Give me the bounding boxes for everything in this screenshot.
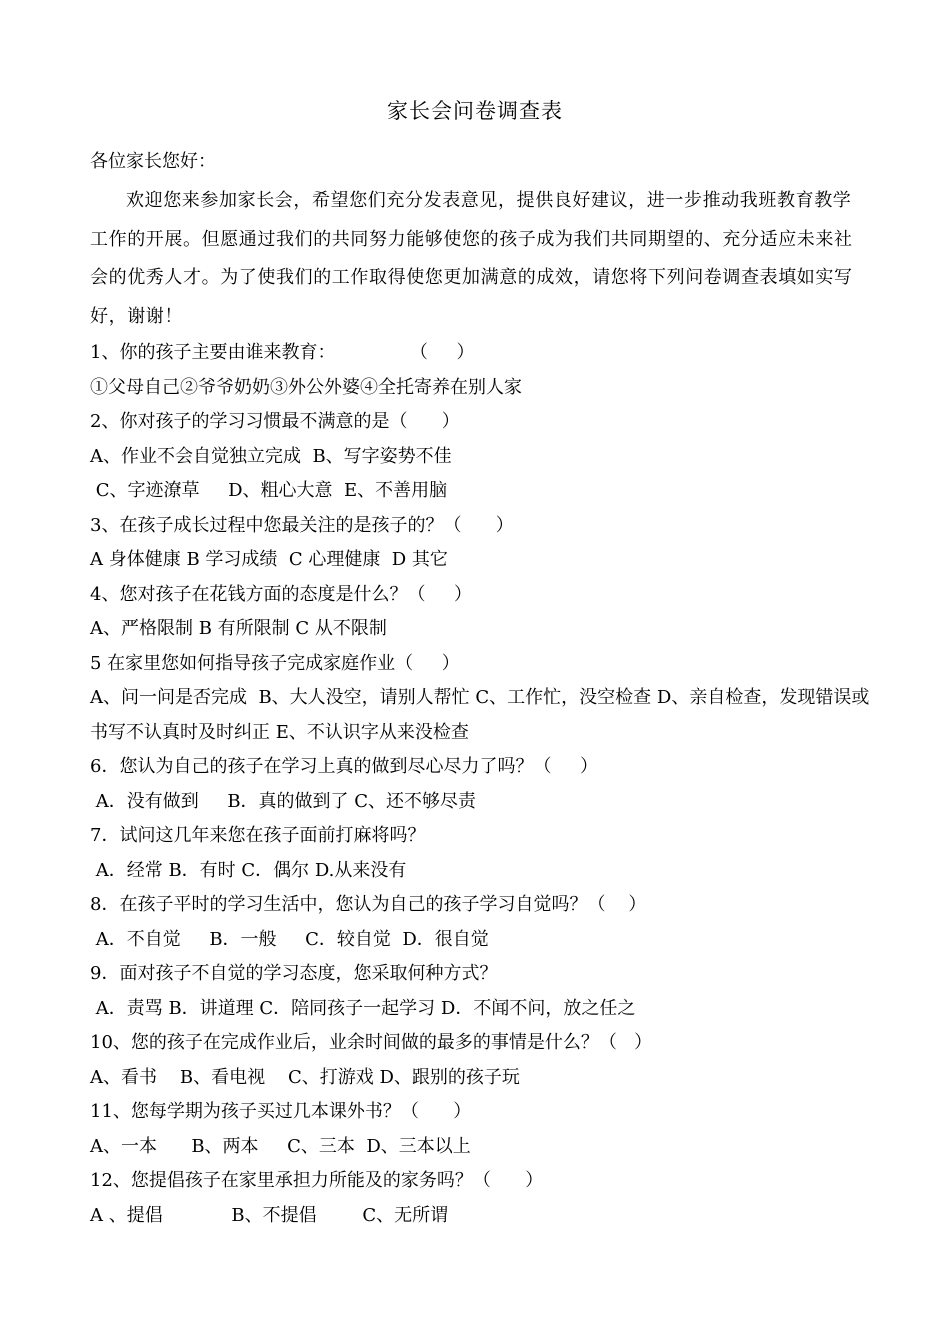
question-9: 9．面对孩子不自觉的学习态度，您采取何种方式？: [90, 963, 498, 984]
question-3: 3、在孩子成长过程中您最关注的是孩子的？（ ）: [90, 514, 514, 536]
question-1: 1、你的孩子主要由谁来教育： （ ）: [90, 342, 475, 363]
question-4-options: A、严格限制 B 有所限制 C 从不限制: [90, 618, 387, 639]
question-12-options: A 、提倡 B、不提倡 C、无所谓: [90, 1204, 449, 1226]
question-5-options-line-2: 书写不认真时及时纠正 E、不认识字从来没检查: [90, 721, 469, 743]
question-7-options: A．经常 B．有时 C．偶尔 D.从来没有: [90, 859, 407, 881]
question-6-options: A．没有做到 B．真的做到了 C、还不够尽责: [90, 790, 477, 812]
greeting: 各位家长您好：: [90, 151, 216, 172]
question-11: 11、您每学期为孩子买过几本课外书？（ ）: [90, 1101, 472, 1122]
question-10-options: A、看书 B、看电视 C、打游戏 D、跟别的孩子玩: [90, 1066, 520, 1088]
question-7: 7．试问这几年来您在孩子面前打麻将吗？: [90, 825, 426, 846]
question-8-options: A．不自觉 B．一般 C．较自觉 D．很自觉: [90, 928, 489, 950]
document-title: 家长会问卷调查表: [387, 99, 563, 123]
questionnaire-body: [90, 146, 870, 1233]
question-2-options-c-e: C、字迹潦草 D、粗心大意 E、不善用脑: [90, 480, 448, 501]
question-8: 8．在孩子平时的学习生活中，您认为自己的孩子学习自觉吗？（ ）: [90, 894, 647, 915]
question-12: 12、您提倡孩子在家里承担力所能及的家务吗？（ ）: [90, 1170, 544, 1191]
question-2-options-a-b: A、作业不会自觉独立完成 B、写字姿势不佳: [90, 445, 452, 467]
question-5: 5 在家里您如何指导孩子完成家庭作业（ ）: [90, 652, 460, 674]
question-9-options: A．责骂 B．讲道理 C．陪同孩子一起学习 D．不闻不问，放之任之: [90, 997, 636, 1019]
question-2: 2、你对孩子的学习习惯最不满意的是（ ）: [90, 411, 460, 432]
question-4: 4、您对孩子在花钱方面的态度是什么？（ ）: [90, 583, 473, 605]
question-10: 10、您的孩子在完成作业后，业余时间做的最多的事情是什么？（ ）: [90, 1032, 653, 1053]
question-6: 6．您认为自己的孩子在学习上真的做到尽心尽力了吗？（ ）: [90, 756, 599, 777]
intro-paragraph: 欢迎您来参加家长会，希望您们充分发表意见，提供良好建议，进一步推动我班教育教学工作的开展。但愿通过我们的共同努力能够使您的孩子成为我们共同期望的、充分适应未来社会的优秀人才。为了使我们的工作取得使您更加满意的成效，请您将下列问卷调查表填如实写好，谢谢！: [90, 190, 853, 327]
question-5-options-line-1: A、问一问是否完成 B、大人没空，请别人帮忙 C、工作忙，没空检查 D、亲自检查，发现错误或: [90, 687, 870, 708]
question-3-options: A 身体健康 B 学习成绩 C 心理健康 D 其它: [90, 549, 448, 570]
question-11-options: A、一本 B、两本 C、三本 D、三本以上: [90, 1135, 471, 1157]
question-1-options: ①父母自己②爷爷奶奶③外公外婆④全托寄养在别人家: [90, 376, 522, 398]
